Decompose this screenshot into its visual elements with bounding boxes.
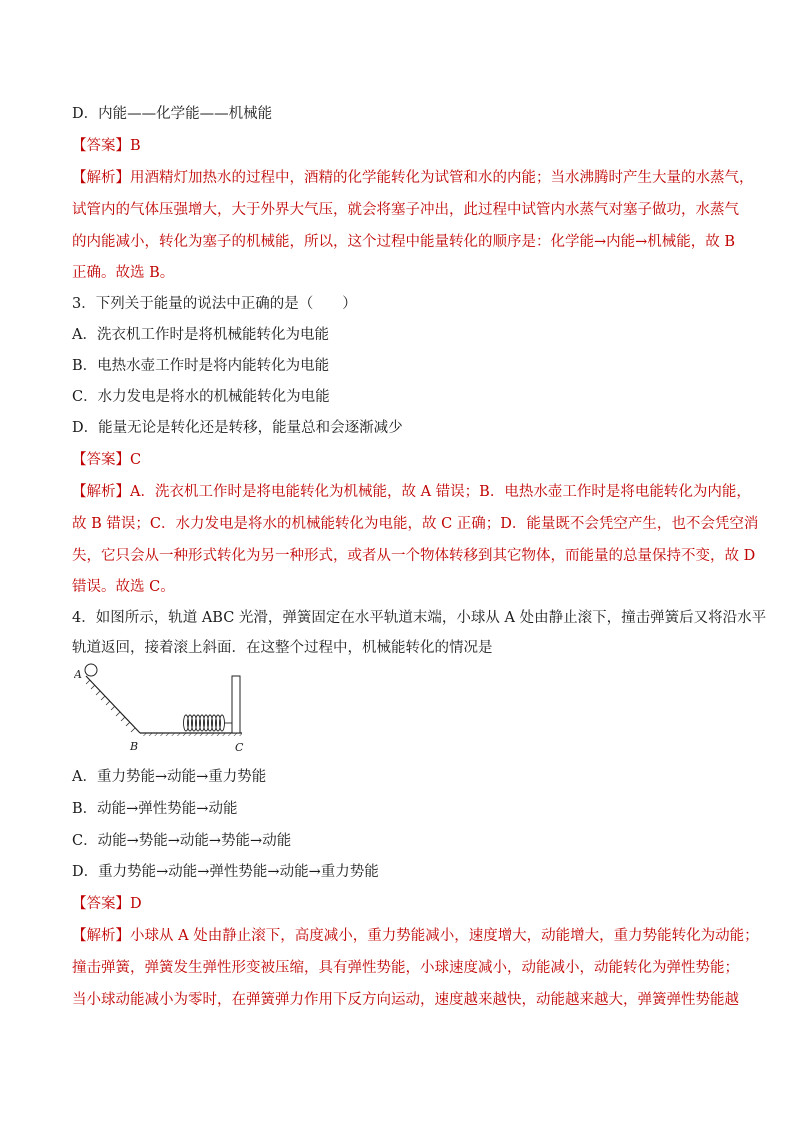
q3-answer [72,450,141,470]
answer-value: B [130,138,141,154]
analysis-tag: 【解析】 [72,484,130,500]
q3-stem: 3．下列关于能量的说法中正确的是（ ） [72,296,357,312]
spring [184,715,233,731]
q2-analysis-line-4: 正确。故选 B。 [72,265,175,281]
ball [85,664,97,676]
answer-tag: 【答案】 [72,452,130,468]
q3-analysis-line-1: 【解析】A．洗衣机工作时是将电能转化为机械能，故 A 错误；B．电热水壶工作时是将电能转化为内能， [72,484,751,500]
q4-analysis-line-1: 【解析】小球从 A 处由静止滚下，高度减小，重力势能减小，速度增大，动能增大，重力势能转化为动能； [72,928,759,944]
analysis-tag: 【解析】 [72,170,130,186]
answer-tag: 【答案】 [72,896,130,912]
q3-analysis-line-2: 故 B 错误；C．水力发电是将水的机械能转化为电能，故 C 正确；D．能量既不会凭空产生，也不会凭空消 [72,516,759,532]
track-spring-diagram [74,658,254,758]
q3-option-d: D．能量无论是转化还是转移，能量总和会逐渐减少 [72,420,403,436]
incline [86,676,140,733]
label-c: C [235,741,244,754]
q2-answer [72,136,141,156]
label-b: B [130,740,139,753]
q4-option-b: B．动能→弹性势能→动能 [72,801,238,817]
q4-stem-line-2: 轨道返回，接着滚上斜面．在这整个过程中，机械能转化的情况是 [72,640,493,656]
incline-hatching [86,680,135,732]
q3-analysis-line-4: 错误。故选 C。 [72,579,175,595]
q3-option-b: B．电热水壶工作时是将内能转化为电能 [72,358,330,374]
q4-answer [72,894,142,914]
wall [232,676,240,733]
label-a: A [74,668,82,681]
q4-option-a: A．重力势能→动能→重力势能 [72,769,267,785]
q2-analysis-line-1: 【解析】用酒精灯加热水的过程中，酒精的化学能转化为试管和水的内能；当水沸腾时产生大量的水蒸气， [72,170,754,186]
q2-analysis-line-3: 的内能减小，转化为塞子的机械能，所以，这个过程中能量转化的顺序是：化学能→内能→机械能，故 B [72,234,736,250]
q2-option-d: D．内能——化学能——机械能 [72,106,273,122]
q4-analysis-line-3: 当小球动能减小为零时，在弹簧弹力作用下反方向运动，速度越来越快，动能越来越大，弹簧弹性势能越 [72,992,739,1008]
answer-tag: 【答案】 [72,138,130,154]
q4-analysis-line-2: 撞击弹簧，弹簧发生弹性形变被压缩，具有弹性势能，小球速度减小，动能减小，动能转化为弹性势能； [72,960,739,976]
answer-value: D [130,896,142,912]
q3-option-a: A．洗衣机工作时是将机械能转化为电能 [72,327,329,343]
q3-analysis-line-3: 失，它只会从一种形式转化为另一种形式，或者从一个物体转移到其它物体，而能量的总量保持不变，故 D [72,548,756,564]
q3-option-c: C．水力发电是将水的机械能转化为电能 [72,389,330,405]
q4-option-c: C．动能→势能→动能→势能→动能 [72,833,292,849]
track-hatching [140,733,242,736]
q4-stem-line-1: 4．如图所示，轨道 ABC 光滑，弹簧固定在水平轨道末端，小球从 A 处由静止滚下，撞击弹簧后又将沿水平 [72,610,767,626]
q4-option-d: D．重力势能→动能→弹性势能→动能→重力势能 [72,864,379,880]
answer-value: C [130,452,142,468]
q2-analysis-line-2: 试管内的气体压强增大，大于外界大气压，就会将塞子冲出，此过程中试管内水蒸气对塞子做功，水蒸气 [72,202,739,218]
analysis-tag: 【解析】 [72,928,130,944]
